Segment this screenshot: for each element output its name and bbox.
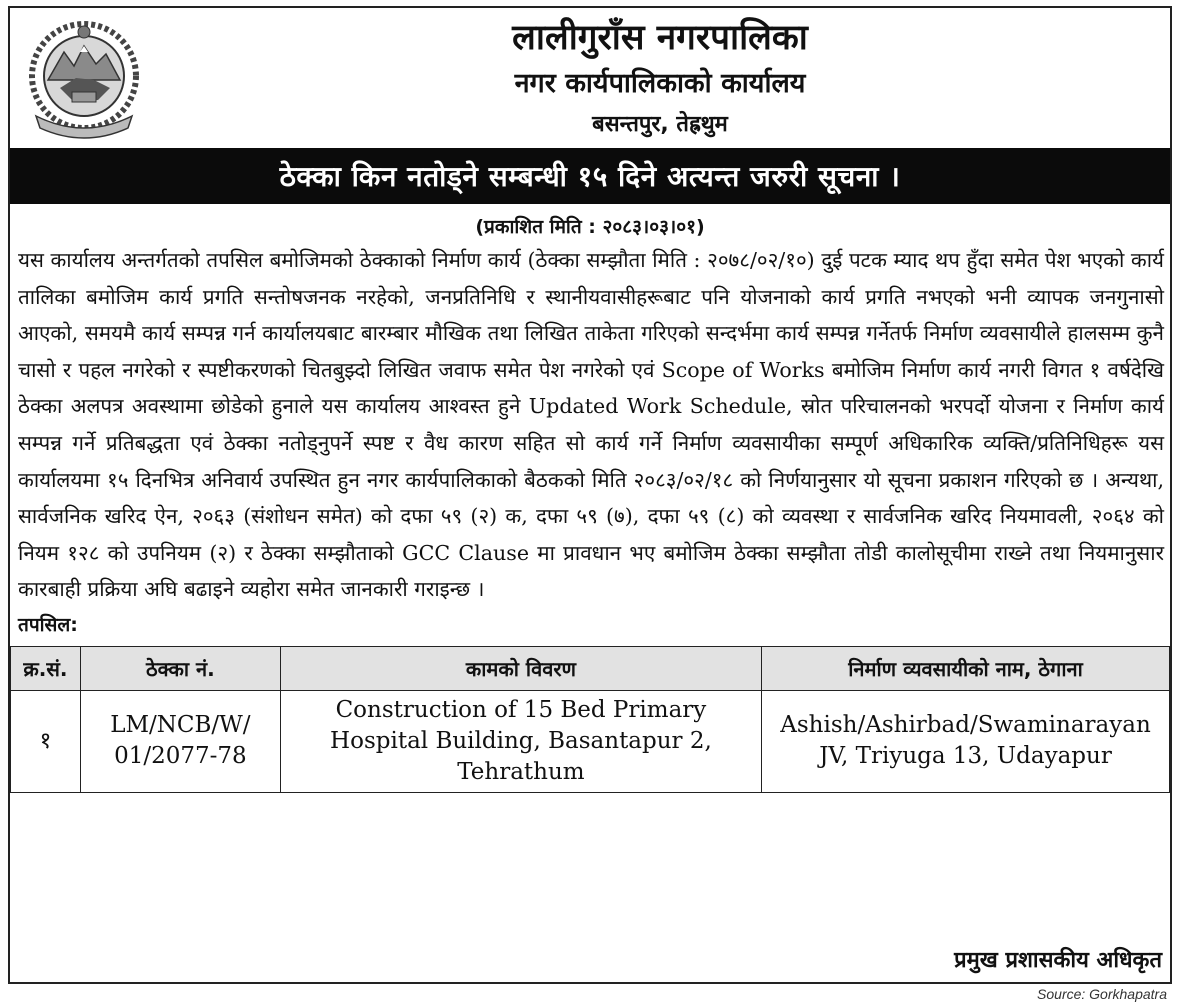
office-name: नगर कार्यपालिकाको कार्यालय bbox=[514, 68, 806, 99]
notice-headline: ठेक्का किन नतोड्ने सम्बन्धी १५ दिने अत्यन्त जरुरी सूचना । bbox=[279, 160, 901, 193]
details-label: तपसिल: bbox=[18, 613, 78, 636]
notice-headline-banner bbox=[8, 148, 1172, 204]
column-header-contract-no: ठेक्का नं. bbox=[80, 646, 280, 690]
contract-details-table bbox=[10, 646, 1170, 793]
published-date: (प्रकाशित मिति : २०८३।०३।०१) bbox=[475, 216, 705, 238]
column-header-contractor: निर्माण व्यवसायीको नाम, ठेगाना bbox=[762, 646, 1170, 690]
nepal-emblem-icon bbox=[20, 18, 148, 142]
table-header-row bbox=[11, 646, 1170, 690]
table-row bbox=[11, 690, 1170, 792]
column-header-description: कामको विवरण bbox=[280, 646, 761, 690]
office-address: बसन्तपुर, तेह्रथुम bbox=[592, 112, 728, 137]
cell-contractor: Ashish/Ashirbad/Swaminarayan JV, Triyuga 13, Udayapur bbox=[762, 690, 1170, 792]
signatory-title: प्रमुख प्रशासकीय अधिकृत bbox=[954, 948, 1162, 973]
column-header-serial: क्र.सं. bbox=[11, 646, 81, 690]
cell-description: Construction of 15 Bed Primary Hospital Building, Basantapur 2, Tehrathum bbox=[280, 690, 761, 792]
office-heading bbox=[150, 14, 1170, 144]
cell-serial: १ bbox=[11, 690, 81, 792]
municipality-name: लालीगुराँस नगरपालिका bbox=[512, 18, 808, 58]
notice-body: यस कार्यालय अन्तर्गतको तपसिल बमोजिमको ठेक्काको निर्माण कार्य (ठेक्का सम्झौता मिति : २०७८/०२/१०) दुई पटक म्याद थप हुँदा समेत पेश भएको कार्य तालिका बमोजिम कार्य प्रगति सन्तोषजनक नरहेको, जनप्रतिनिधि र स्थानीयवासीहरूबाट पनि योजनाको कार्य प्रगति नभएको भनी व्यापक जनगुनासो आएको, समयमै कार्य सम्पन्न गर्न कार्यालयबाट बारम्बार मौखिक तथा लिखित ताकेता गरिएको सन्दर्भमा कार्य सम्पन्न गर्नेतर्फ निर्माण व्यवसायीले हालसम्म कुनै चासो र पहल नगरेको र स्पष्टीकरणको चितबुझ्दो लिखित जवाफ समेत पेश नगरेको एवं Scope of Works बमोजिम निर्माण कार्य नगरी विगत १ वर्षदेखि ठेक्का अलपत्र अवस्थामा छोडेको हुनाले यस कार्यालय आश्वस्त हुने Updated Work Schedule, स्रोत परिचालनको भरपर्दो योजना र निर्माण कार्य सम्पन्न गर्ने प्रतिबद्धता एवं ठेक्का नतोड्नुपर्ने स्पष्ट र वैध कारण सहित सो कार्य गर्ने निर्माण व्यवसायीका सम्पूर्ण अधिकारिक व्यक्ति/प्रतिनिधिहरू यस कार्यालयमा १५ दिनभित्र अनिवार्य उपस्थित हुन नगर कार्यपालिकाको बैठकको मिति २०८३/०२/१८ को निर्णयानुसार यो सूचना प्रकाशन गरिएको छ । अन्यथा, सार्वजनिक खरिद ऐन, २०६३ (संशोधन समेत) को दफा ५९ (२) क, दफा ५९ (७), दफा ५९ (८) को व्यवस्था र सार्वजनिक खरिद नियमावली, २०६४ को नियम १२८ को उपनियम (२) र ठेक्का सम्झौताको GCC Clause मा प्रावधान भए बमोजिम ठेक्का सम्झौता तोडी कालोसूचीमा राख्ने तथा नियमानुसार कारबाही प्रक्रिया अघि बढाइने व्यहोरा समेत जानकारी गराइन्छ । bbox=[18, 248, 1164, 602]
public-notice bbox=[8, 6, 1172, 984]
source-credit: Source: Gorkhapatra bbox=[1037, 986, 1167, 1002]
cell-contract-no: LM/NCB/W/ 01/2077-78 bbox=[80, 690, 280, 792]
notice-header bbox=[10, 8, 1170, 148]
